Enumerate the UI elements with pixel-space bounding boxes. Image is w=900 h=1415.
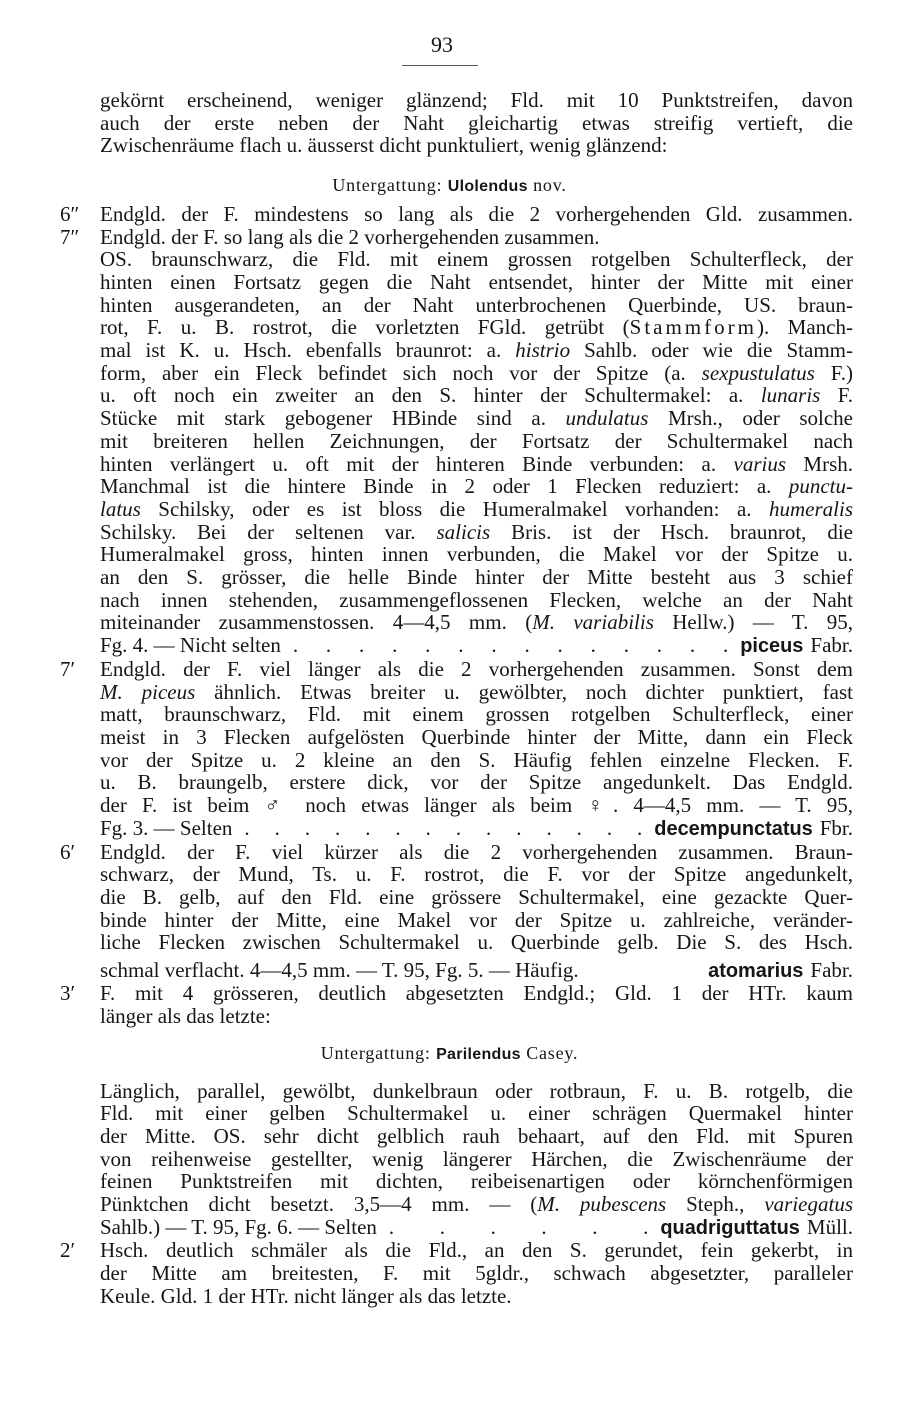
subgenus-name: Ulolendus <box>447 178 528 196</box>
text-line <box>100 794 853 817</box>
text-run: Stücke mit stark gebogener HBinde sind a. <box>100 406 566 431</box>
text-run: Länglich, parallel, gewölbt, dunkelbraun oder rotbraun, F. u. B. rotgelb, die <box>100 1078 853 1103</box>
key-entry-line <box>100 1216 853 1240</box>
text-run: binde hinter der Mitte, eine Makel vor der Spitze u. zahlreiche, veränder- <box>100 907 853 932</box>
subgenus-author: Casey. <box>526 1042 579 1063</box>
text-line <box>100 589 853 612</box>
taxon-name: salicis <box>436 519 491 544</box>
species-name: decempunctatus <box>654 817 813 840</box>
taxon-name: lunaris <box>760 383 821 408</box>
text-run: an den S. grösser, die helle Binde hinter der Mitte besteht aus 3 schief <box>100 565 853 590</box>
text-run: mit breiteren hellen Zeichnungen, der Fortsatz der Schultermakel nach <box>100 428 853 453</box>
text-line <box>100 248 853 271</box>
subgenus-label: Untergattung: <box>332 175 443 196</box>
subgenus-heading <box>100 1042 853 1067</box>
text-line <box>100 863 853 886</box>
taxon-name: latus <box>100 496 141 521</box>
text-run: Schilsky, oder es ist bloss die Humeralmakel vorhanden: a. <box>140 496 769 521</box>
text-run: ähnlich. Etwas breiter u. gewölbter, noch dichter punktiert, fast <box>195 679 853 704</box>
text-line <box>60 224 853 249</box>
text-run: Fg. 3. — Selten <box>100 815 233 840</box>
text-run: Mrsh., oder solche <box>648 406 853 431</box>
text-line <box>100 703 853 726</box>
text-run: F.) <box>814 360 853 385</box>
text-line <box>100 1193 853 1216</box>
text-line <box>60 1238 853 1263</box>
text-run: von reihenweise gestellter, wenig längerer Härchen, die Zwischenräume der <box>100 1146 853 1171</box>
text-line <box>100 362 853 385</box>
entry-text <box>100 634 281 657</box>
text-line <box>100 1285 853 1308</box>
couplet-number: 7″ <box>60 224 80 249</box>
text-run: hinten einen Fortsatz gegen die Naht entsendet, hinter der Mitte mit einer <box>100 269 853 294</box>
text-line <box>100 112 853 135</box>
text-line <box>100 475 853 498</box>
text-run: Sahlb.) — T. 95, Fg. 6. — Selten <box>100 1214 377 1239</box>
text-run: Sahlb. oder wie die Stamm- <box>570 338 854 363</box>
taxon-name: variegatus <box>764 1192 853 1217</box>
taxon-name: histrio <box>515 338 571 363</box>
emphasized-word: Stammform <box>629 315 757 340</box>
text-line <box>100 771 853 794</box>
taxon-name: sexpustulatus <box>701 360 815 385</box>
text-run: F. <box>820 383 854 408</box>
text-run: Zwischenräume flach u. äusserst dicht punktuliert, wenig glänzend: <box>100 133 668 158</box>
text-run: miteinander zusammenstossen. 4—4,5 mm. ( <box>100 610 533 635</box>
text-line <box>60 839 853 864</box>
text-run: Keule. Gld. 1 der HTr. nicht länger als das letzte. <box>100 1283 512 1308</box>
taxon-name: humeralis <box>769 496 853 521</box>
text-run: Endgld. der F. viel länger als die 2 vorhergehenden zusammen. Sonst dem <box>100 656 853 681</box>
species-author: Fabr. <box>810 957 853 982</box>
key-entry-line <box>100 954 853 982</box>
leader-dots <box>591 954 696 977</box>
text-line <box>100 1170 853 1193</box>
page-body-text <box>60 88 854 1308</box>
key-entry-line <box>100 634 853 658</box>
text-line <box>100 681 853 704</box>
text-run: ). Manch- <box>756 315 853 340</box>
species-author: Müll. <box>806 1214 853 1239</box>
taxon-name: M. pubescens <box>537 1192 667 1217</box>
text-line <box>100 1262 853 1285</box>
subgenus-name: Parilendus <box>436 1045 521 1063</box>
header-rule <box>402 65 478 66</box>
text-run: hinten ausgerandeten, an der Naht unterbrochenen Querbinde, US. braun- <box>100 292 853 317</box>
text-line <box>60 201 853 226</box>
text-run: u. oft noch ein zweiter an den S. hinter der Schultermakel: a. <box>100 383 761 408</box>
subgenus-label: Untergattung: <box>320 1042 431 1063</box>
text-line <box>100 430 853 453</box>
taxon-name: varius <box>733 451 786 476</box>
text-line <box>100 543 853 566</box>
text-line <box>100 1125 853 1148</box>
text-run: auch der erste neben der Naht gleichartig etwas streifig vertieft, die <box>100 110 853 135</box>
couplet-number: 6″ <box>60 201 80 226</box>
text-run: schwarz, der Mund, Ts. u. F. rostrot, die F. vor der Spitze angedunkelt, <box>100 862 853 887</box>
text-line <box>100 566 853 589</box>
text-run: hinten verlängert u. oft mit der hinteren Binde verbunden: a. <box>100 451 734 476</box>
text-run: Fg. 4. — Nicht selten <box>100 633 281 658</box>
text-line <box>100 611 853 634</box>
text-line <box>100 1102 853 1125</box>
text-line <box>100 294 853 317</box>
text-run: OS. braunschwarz, die Fld. mit einem grossen rotgelben Schulterfleck, der <box>100 247 853 272</box>
text-line <box>100 453 853 476</box>
text-run: nach innen stehenden, zusammengeflossenen Flecken, welche an der Naht <box>100 587 853 612</box>
text-run: liche Flecken zwischen Schultermakel u. Querbinde gelb. Die S. des Hsch. <box>100 930 853 955</box>
text-line <box>100 1005 853 1028</box>
text-run: länger als das letzte: <box>100 1004 271 1029</box>
species-author: Fbr. <box>819 815 853 840</box>
subgenus-heading <box>100 174 853 199</box>
text-line <box>100 749 853 772</box>
text-run: der F. ist beim ♂ noch etwas länger als beim ♀. 4—4,5 mm. — T. 95, <box>100 793 853 818</box>
text-run: Hellw.) — T. 95, <box>653 610 854 635</box>
text-line <box>100 339 853 362</box>
text-line <box>100 931 853 954</box>
text-run: gekörnt erscheinend, weniger glänzend; Fld. mit 10 Punktstreifen, davon <box>100 88 853 112</box>
text-run: matt, braunschwarz, Fld. mit einem grossen rotgelben Schulterfleck, einer <box>100 702 853 727</box>
text-run: Hsch. deutlich schmäler als die Fld., an den S. gerundet, fein gekerbt, in <box>100 1238 853 1263</box>
entry-text <box>100 1216 377 1239</box>
couplet-number: 2′ <box>60 1238 76 1263</box>
text-line <box>100 909 853 932</box>
text-line <box>100 1080 853 1103</box>
text-line <box>100 134 853 157</box>
text-run: der Mitte. OS. sehr dicht gelblich rauh behaart, auf den Fld. mit Spuren <box>100 1123 853 1148</box>
species-name: quadriguttatus <box>660 1216 800 1239</box>
text-run: F. mit 4 grösseren, deutlich abgesetzten Endgld.; Gld. 1 der HTr. kaum <box>100 981 853 1006</box>
text-run: feinen Punktstreifen mit dichten, reibeisenartigen oder körnchenförmigen <box>100 1169 853 1194</box>
species-name: piceus <box>740 635 804 658</box>
subgenus-author: nov. <box>533 175 567 196</box>
text-run: u. B. braungelb, erstere dick, vor der Spitze angedunkelt. Das Endgld. <box>100 770 853 795</box>
text-run: Endgld. der F. so lang als die 2 vorhergehenden zusammen. <box>100 224 600 249</box>
text-run: Endgld. der F. viel kürzer als die 2 vorhergehenden zusammen. Braun- <box>100 839 853 864</box>
text-run: Endgld. der F. mindestens so lang als die 2 vorhergehenden Gld. zusammen. <box>100 201 853 226</box>
taxon-name: M. piceus <box>100 679 196 704</box>
couplet-number: 7′ <box>60 656 76 681</box>
text-line <box>100 407 853 430</box>
entry-text <box>100 959 579 982</box>
text-line <box>100 498 853 521</box>
text-run: die B. gelb, auf den Fld. eine grössere Schultermakel, eine gezackte Quer- <box>100 884 853 909</box>
text-run: Pünktchen dicht besetzt. 3,5—4 mm. — ( <box>100 1192 538 1217</box>
species-name: atomarius <box>708 959 804 982</box>
text-line <box>100 521 853 544</box>
leader-dots: . . . . . . <box>388 1215 649 1239</box>
text-run: mal ist K. u. Hsch. ebenfalls braunrot: a. <box>100 338 516 363</box>
text-run: form, aber ein Fleck befindet sich noch vor der Spitze (a. <box>100 360 702 385</box>
key-entry-line <box>100 817 853 841</box>
text-run: meist in 3 Flecken aufgelösten Querbinde hinter der Mitte, dann ein Fleck <box>100 724 853 749</box>
text-line <box>60 981 853 1006</box>
text-line <box>100 271 853 294</box>
text-line <box>100 89 853 112</box>
text-run: schmal verflacht. 4—4,5 mm. — T. 95, Fg. 5. — Häufig. <box>100 957 579 982</box>
text-run: rot, F. u. B. rostrot, die vorletzten FGld. getrübt ( <box>100 315 630 340</box>
text-run: Steph., <box>666 1192 765 1217</box>
text-run: Schilsky. Bei der seltenen var. <box>100 519 437 544</box>
text-run: Mrsh. <box>786 451 853 476</box>
text-line <box>100 886 853 909</box>
species-author: Fabr. <box>810 633 853 658</box>
text-run: vor der Spitze u. 2 kleine an den S. Häufig fehlen einzelne Flecken. F. <box>100 747 853 772</box>
couplet-number: 3′ <box>60 981 76 1006</box>
page-number: 93 <box>431 32 453 57</box>
text-line <box>100 1148 853 1171</box>
text-run: Humeralmakel gross, hinten innen verbunden, die Makel vor der Spitze u. <box>100 542 853 567</box>
text-line <box>60 656 853 681</box>
leader-dots: . . . . . . . . . . . . . . <box>292 634 729 657</box>
text-line <box>100 384 853 407</box>
text-run: Manchmal ist die hintere Binde in 2 oder 1 Flecken reduziert: a. <box>100 474 789 499</box>
text-run: Bris. ist der Hsch. braunrot, die <box>490 519 853 544</box>
taxon-name: M. variabilis <box>532 610 654 635</box>
text-run: der Mitte am breitesten, F. mit 5gldr., schwach abgesetzter, paralleler <box>100 1261 853 1286</box>
taxon-name: undulatus <box>565 406 649 431</box>
text-run: Fld. mit einer gelben Schultermakel u. einer schrägen Quermakel hinter <box>100 1101 853 1126</box>
text-line <box>100 726 853 749</box>
text-line <box>100 316 853 339</box>
entry-text <box>100 817 232 840</box>
leader-dots: . . . . . . . . . . . . . . <box>244 816 643 840</box>
couplet-number: 6′ <box>60 839 76 864</box>
taxon-name: punctu- <box>788 474 853 499</box>
